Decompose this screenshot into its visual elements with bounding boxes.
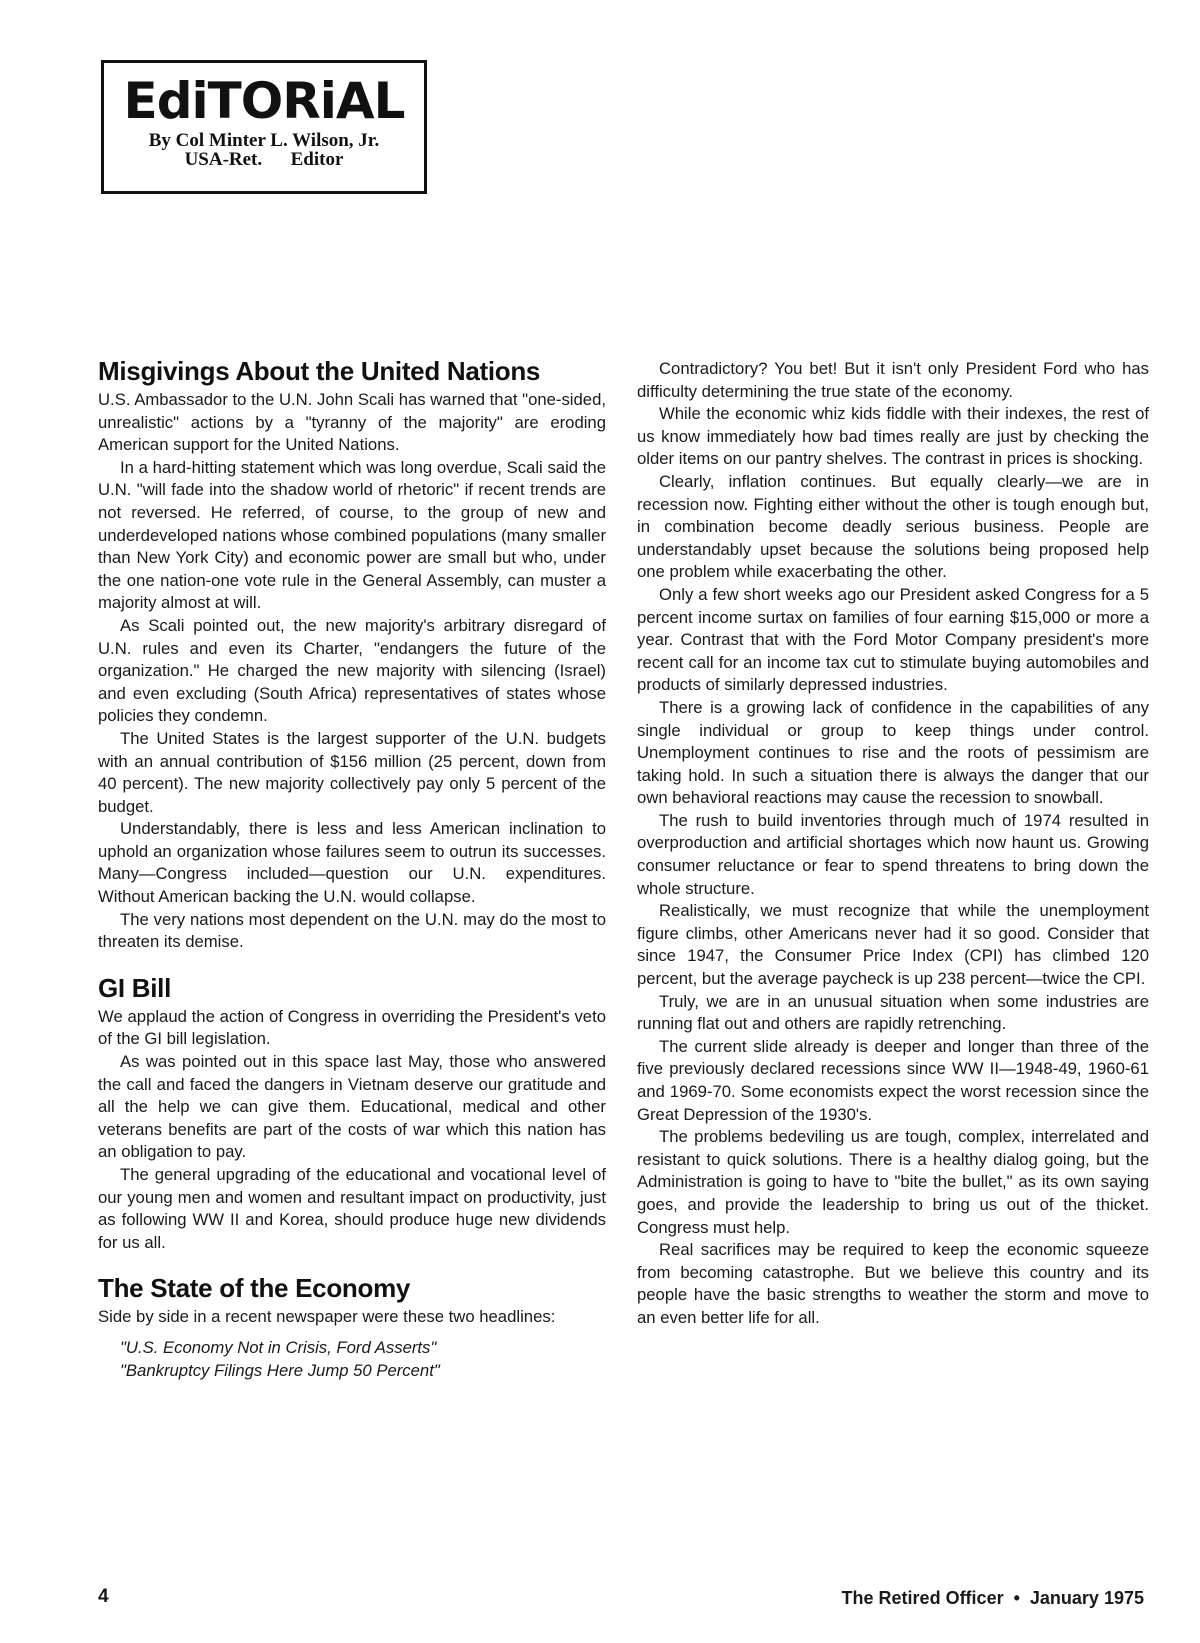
section-heading-economy: The State of the Economy bbox=[98, 1273, 411, 1304]
paragraph: U.S. Ambassador to the U.N. John Scali has warned that "one-sided, unrealistic" actions by a "tyranny of the majority" are eroding American support for the United Nations. bbox=[98, 390, 606, 455]
paragraph: Realistically, we must recognize that while the unemployment figure climbs, other Americans never had it so good. Consider that since 1947, the Consumer Price Index (CPI) has climbed 120 percent, but the average paycheck is up 238 percent—twice the CPI. bbox=[637, 901, 1149, 989]
paragraph: In a hard-hitting statement which was long overdue, Scali said the U.N. "will fade into the shadow world of rhetoric" if recent trends are not reversed. He referred, of course, to the group of new and underdeveloped nations whose combined populations (many smaller than New York City) and economic power are small but who, under the one nation-one vote rule in the General Assembly, can muster a majority almost at will. bbox=[98, 457, 606, 613]
quoted-headline: "U.S. Economy Not in Crisis, Ford Asserts" bbox=[120, 1337, 437, 1357]
paragraph: Understandably, there is less and less American inclination to uphold an organization whose failures seem to outrun its successes. Many—Congress included—question our U.N. expenditures. Without American backing the U.N. would collapse. bbox=[98, 819, 606, 907]
paragraph: Side by side in a recent newspaper were these two headlines: bbox=[98, 1307, 556, 1327]
paragraph: The current slide already is deeper and longer than three of the five previously declared recessions since WW II—1948-49, 1960-61 and 1969-70. Some economists expect the worst recession since the Great Depression of the 1930's. bbox=[637, 1036, 1149, 1124]
paragraph: The very nations most dependent on the U.N. may do the most to threaten its demise. bbox=[98, 909, 606, 952]
byline-role: USA-Ret. Editor bbox=[184, 149, 344, 170]
paragraph: Truly, we are in an unusual situation when some industries are running flat out and others are rapidly retrenching. bbox=[637, 991, 1149, 1034]
paragraph: The general upgrading of the educational and vocational level of our young men and women and resultant impact on productivity, just as following WW II and Korea, should produce huge new dividends for us all. bbox=[98, 1165, 606, 1252]
paragraph: There is a growing lack of confidence in the capabilities of any single individual or group to keep things under control. Unemployment continues to rise and the roots of pessimism are taking hold. In such a situation there is always the danger that our own behavioral reactions may cause the recession to snowball. bbox=[637, 697, 1149, 808]
right-column bbox=[637, 358, 1149, 1330]
paragraph: Clearly, inflation continues. But equally clearly—we are in recession now. Fighting either without the other is tough enough but, in combination become deadly serious business. People are understandably upset because the solutions being proposed help one problem while exacerbating the other. bbox=[637, 471, 1149, 582]
paragraph: As Scali pointed out, the new majority's arbitrary disregard of U.N. rules and even its Charter, "endangers the future of the organization." He charged the new majority with silencing (Israel) and even excluding (South Africa) representatives of states whose policies they condemn. bbox=[98, 615, 606, 726]
publication-title: The Retired Officer bbox=[841, 1588, 1004, 1608]
bullet-separator: • bbox=[1013, 1588, 1020, 1608]
paragraph: The rush to build inventories through much of 1974 resulted in overproduction and artificial shortages which now haunt us. Growing consumer reluctance or fear to spend threatens to bring down the whole structure. bbox=[637, 810, 1149, 898]
editorial-logo: EdiTORiAL bbox=[123, 72, 405, 130]
page-number: 4 bbox=[98, 1586, 109, 1607]
paragraph: The problems bedeviling us are tough, complex, interrelated and resistant to quick solutions. There is a healthy dialog going, but the Administration is going to have to "bite the bullet," as its own saying goes, and provide the leadership to bring us out of the thicket. Congress must help. bbox=[637, 1127, 1149, 1237]
paragraph: Only a few short weeks ago our President asked Congress for a 5 percent income surtax on families of four earning $15,000 or more a year. Contrast that with the Ford Motor Company president's more recent call for an income tax cut to stimulate buying automobiles and products of similarly depressed industries. bbox=[637, 584, 1149, 695]
paragraph: Contradictory? You bet! But it isn't only President Ford who has difficulty determining the true state of the economy. bbox=[637, 359, 1149, 401]
paragraph: While the economic whiz kids fiddle with their indexes, the rest of us know immediately how bad times really are just by checking the older items on our pantry shelves. The contrast in prices is shocking. bbox=[637, 404, 1149, 469]
section-heading-gi-bill: GI Bill bbox=[98, 972, 172, 1003]
byline-author: By Col Minter L. Wilson, Jr. bbox=[148, 130, 380, 151]
paragraph: We applaud the action of Congress in overriding the President's veto of the GI bill legislation. bbox=[98, 1006, 606, 1049]
paragraph: As was pointed out in this space last May, those who answered the call and faced the dangers in Vietnam deserve our gratitude and all the help we can give them. Educational, medical and other veterans benefits are part of the costs of war which this nation has an obligation to pay. bbox=[98, 1052, 606, 1162]
section-heading-un: Misgivings About the United Nations bbox=[98, 356, 541, 386]
left-column bbox=[98, 355, 606, 1382]
editorial-masthead bbox=[101, 60, 427, 194]
publication-footer bbox=[842, 1588, 1144, 1609]
quoted-headline: "Bankruptcy Filings Here Jump 50 Percent" bbox=[120, 1360, 440, 1380]
paragraph: Real sacrifices may be required to keep the economic squeeze from becoming catastrophe. But we believe this country and its people have the basic strengths to weather the storm and move to an even better life for all. bbox=[637, 1240, 1149, 1327]
paragraph: The United States is the largest supporter of the U.N. budgets with an annual contribution of $156 million (25 percent, down from 40 percent). The new majority collectively pay only 5 percent of the budget. bbox=[98, 728, 606, 816]
issue-date: January 1975 bbox=[1029, 1588, 1144, 1608]
